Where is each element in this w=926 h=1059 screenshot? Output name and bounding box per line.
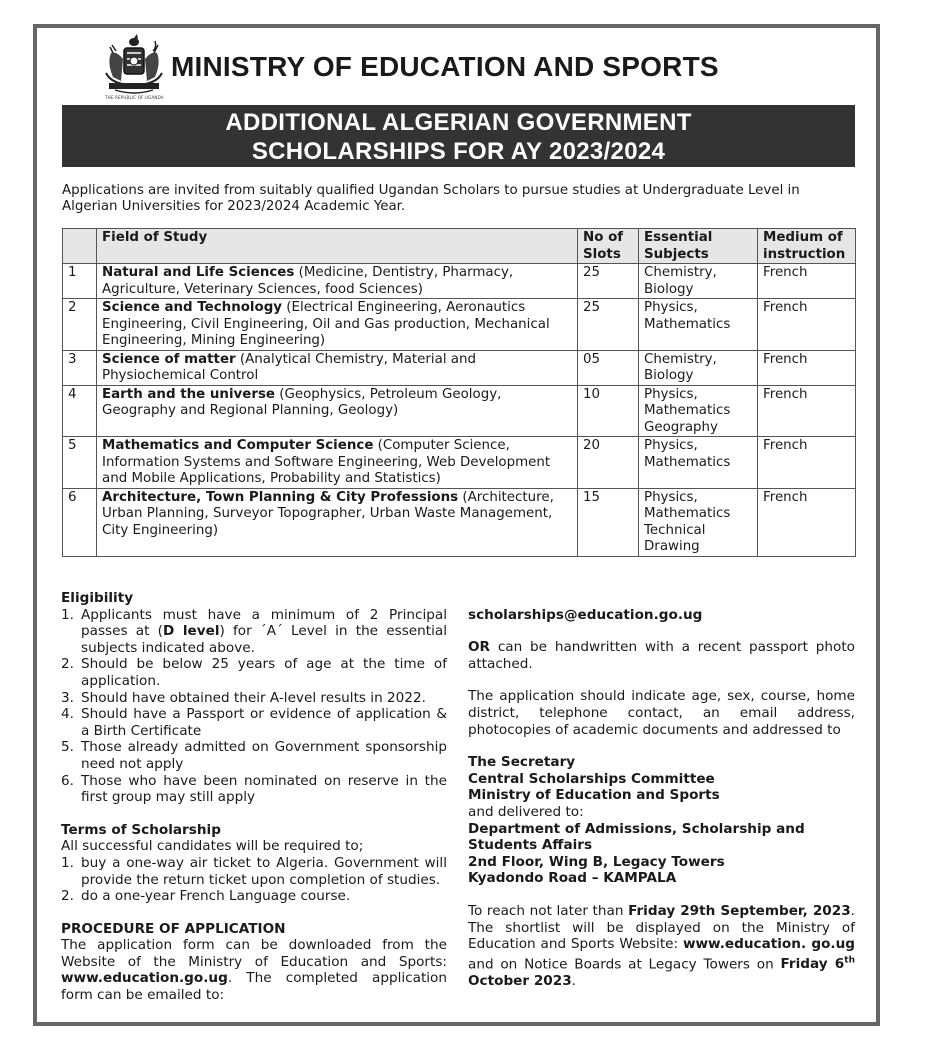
field-name: Earth and the universe xyxy=(102,386,275,402)
header-cell-subjects: Essential Subjects xyxy=(639,229,758,264)
table-row xyxy=(63,385,856,437)
field-name: Architecture, Town Planning & City Professions xyxy=(102,489,459,505)
field-detail: (Electrical Engineering, Aeronautics Engineering, Civil Engineering, Oil and Gas production, Mechanical Engineering, Mining Engineering) xyxy=(102,300,550,348)
website-link[interactable]: www.education.go.ug xyxy=(61,970,228,987)
field-detail: (Computer Science, Information Systems and Software Engineering, Web Development and Mobile Applications, Probability and Statistics) xyxy=(102,438,551,486)
fields-table xyxy=(62,228,856,557)
item-number: 4. xyxy=(61,706,74,723)
procedure-text: . The completed application form can be emailed to: xyxy=(61,970,447,1004)
item-number: 2. xyxy=(61,888,74,905)
list-item xyxy=(61,739,447,772)
row-slots: 15 xyxy=(578,488,639,556)
or-paragraph xyxy=(468,639,855,672)
indicate-paragraph: The application should indicate age, sex, course, home district, telephone contact, an email address, photocopies of academic documents and addressed to xyxy=(468,688,855,738)
date-suffix: th xyxy=(844,955,855,966)
row-number: 3 xyxy=(63,350,97,385)
item-text: Those who have been nominated on reserve in the first group may still apply xyxy=(81,772,447,806)
row-slots: 05 xyxy=(578,350,639,385)
eligibility-list xyxy=(61,607,447,806)
terms-list xyxy=(61,855,447,905)
right-column xyxy=(468,590,855,989)
procedure-heading: PROCEDURE OF APPLICATION xyxy=(61,920,286,937)
row-field xyxy=(97,299,578,351)
terms-intro: All successful candidates will be required to; xyxy=(61,838,364,855)
banner-line-1: ADDITIONAL ALGERIAN GOVERNMENT xyxy=(225,109,692,136)
row-medium: French xyxy=(758,350,856,385)
item-number: 6. xyxy=(61,772,74,789)
uganda-coat-of-arms-icon xyxy=(103,33,165,103)
item-bold-text: D level xyxy=(162,623,220,640)
field-name: Mathematics and Computer Science xyxy=(102,438,374,453)
item-text: Those already admitted on Government sponsorship need not apply xyxy=(81,739,447,772)
list-item xyxy=(61,888,447,905)
table-row xyxy=(63,264,856,299)
row-slots: 20 xyxy=(578,437,639,489)
row-slots: 25 xyxy=(578,299,639,351)
list-item xyxy=(61,855,447,888)
address-line: 2nd Floor, Wing B, Legacy Towers xyxy=(468,853,725,870)
delivered-text: and delivered to: xyxy=(468,803,584,820)
row-field xyxy=(97,350,578,385)
intro-paragraph: Applications are invited from suitably qualified Ugandan Scholars to pursue studies at Undergraduate Level in Algerian Universities for 2023/2024 Academic Year. xyxy=(62,183,800,214)
row-field xyxy=(97,385,578,437)
procedure-paragraph xyxy=(61,937,447,1003)
address-line: Kyadondo Road – KAMPALA xyxy=(468,870,677,887)
row-field xyxy=(97,264,578,299)
banner-line-2: SCHOLARSHIPS FOR AY 2023/2024 xyxy=(251,138,666,165)
row-subjects: Chemistry, Biology xyxy=(639,264,758,299)
header-cell-slots: No of Slots xyxy=(578,229,639,264)
field-name: Science and Technology xyxy=(102,300,283,315)
row-field xyxy=(97,437,578,489)
row-slots: 10 xyxy=(578,385,639,437)
deadline-text: and on Notice Boards at Legacy Towers on xyxy=(468,956,781,973)
deadline-text: . xyxy=(571,972,577,989)
item-number: 1. xyxy=(61,606,74,623)
date-text: October 2023 xyxy=(468,972,572,989)
row-medium: French xyxy=(758,385,856,437)
item-text: buy a one-way air ticket to Algeria. Government will provide the return ticket upon completion of studies. xyxy=(81,854,447,888)
item-text: Should be below 25 years of age at the time of application. xyxy=(81,656,447,689)
procedure-text: The application form can be downloaded from the Website of the Ministry of Education and Sports: xyxy=(61,937,447,970)
row-number: 4 xyxy=(63,385,97,437)
address-line: The Secretary xyxy=(468,754,576,771)
item-text: do a one-year French Language course. xyxy=(81,888,351,905)
row-subjects: Physics, Mathematics Geography xyxy=(639,385,758,437)
address-line: Department of Admissions, Scholarship and Students Affairs xyxy=(468,820,805,854)
table-header-row xyxy=(63,229,856,264)
item-text: Should have obtained their A-level results in 2022. xyxy=(81,689,426,706)
deadline-date: Friday 29th September, 2023 xyxy=(628,902,851,919)
header-cell-num xyxy=(63,229,97,264)
row-number: 6 xyxy=(63,488,97,556)
item-number: 5. xyxy=(61,739,74,756)
list-item xyxy=(61,656,447,689)
item-number: 2. xyxy=(61,656,74,673)
terms-heading: Terms of Scholarship xyxy=(61,821,221,838)
item-number: 1. xyxy=(61,854,74,871)
deadline-paragraph xyxy=(468,903,855,990)
address-line: Central Scholarships Committee xyxy=(468,770,715,787)
date-text: Friday 6 xyxy=(780,956,845,973)
list-item xyxy=(61,690,447,707)
table-row xyxy=(63,350,856,385)
row-medium: French xyxy=(758,299,856,351)
crest-caption: THE REPUBLIC OF UGANDA xyxy=(105,95,164,100)
row-medium: French xyxy=(758,437,856,489)
row-medium: French xyxy=(758,264,856,299)
row-subjects: Chemistry, Biology xyxy=(639,350,758,385)
address-line: Ministry of Education and Sports xyxy=(468,787,720,804)
row-subjects: Physics, Mathematics Technical Drawing xyxy=(639,488,758,556)
row-number: 1 xyxy=(63,264,97,299)
field-detail: (Geophysics, Petroleum Geology, Geography and Regional Planning, Geology) xyxy=(102,386,502,418)
or-label: OR xyxy=(468,639,491,656)
row-subjects: Physics, Mathematics xyxy=(639,437,758,489)
ministry-title: MINISTRY OF EDUCATION AND SPORTS xyxy=(171,51,719,82)
header-cell-medium: Medium of instruction xyxy=(758,229,856,264)
list-item xyxy=(61,607,447,657)
item-number: 3. xyxy=(61,689,74,706)
left-column xyxy=(61,590,447,1004)
email-link[interactable]: scholarships@education.go.ug xyxy=(468,606,703,623)
row-field xyxy=(97,488,578,556)
item-text: Applicants must have a minimum of 2 Principal passes at ( xyxy=(81,606,447,640)
deadline-text: . The shortlist will be displayed on the Ministry of Education and Sports Website: xyxy=(468,902,855,953)
item-text: Should have a Passport or evidence of application & a Birth Certificate xyxy=(81,706,447,739)
item-text: ) for ´A´ Level in the essential subjects indicated above. xyxy=(81,623,447,656)
row-number: 5 xyxy=(63,437,97,489)
field-detail: (Medicine, Dentistry, Pharmacy, Agriculture, Veterinary Sciences, food Sciences) xyxy=(102,265,514,297)
or-text: can be handwritten with a recent passport photo attached. xyxy=(468,639,855,672)
row-medium: French xyxy=(758,488,856,556)
list-item xyxy=(61,773,447,806)
header-cell-field: Field of Study xyxy=(97,229,578,264)
table-row xyxy=(63,299,856,351)
field-detail: (Analytical Chemistry, Material and Physiochemical Control xyxy=(102,351,476,383)
row-slots: 25 xyxy=(578,264,639,299)
row-subjects: Physics, Mathematics xyxy=(639,299,758,351)
deadline-text: To reach not later than xyxy=(468,902,629,919)
field-detail: (Architecture, Urban Planning, Surveyor Topographer, Urban Waste Management, City Engineering) xyxy=(102,489,554,538)
list-item xyxy=(61,706,447,739)
table-row xyxy=(63,437,856,489)
table-row xyxy=(63,488,856,556)
website-link[interactable]: www.education. go.ug xyxy=(682,936,855,953)
field-name: Science of matter xyxy=(102,351,236,367)
title-banner xyxy=(62,105,855,167)
header xyxy=(103,33,823,103)
row-number: 2 xyxy=(63,299,97,351)
eligibility-heading: Eligibility xyxy=(61,590,134,606)
field-name: Natural and Life Sciences xyxy=(102,265,295,280)
